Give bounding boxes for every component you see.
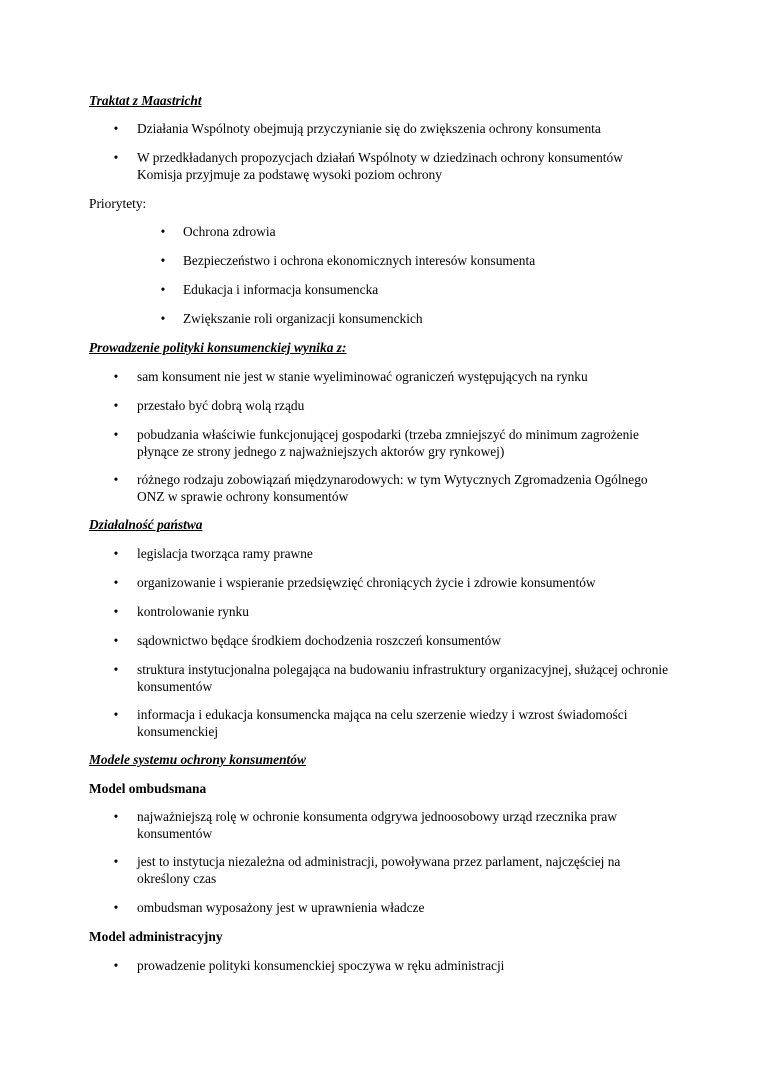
bullet-icon: •	[160, 311, 166, 326]
list-item: • jest to instytucja niezależna od administracji, powoływana przez parlament, najczęściej na określony czas	[110, 853, 670, 887]
list-item: • struktura instytucjonalna polegająca na budowaniu infrastruktury organizacyjnej, służącej ochronie konsumentów	[110, 661, 670, 695]
list-item: • Działania Wspólnoty obejmują przyczynianie się do zwiększenia ochrony konsumenta	[110, 120, 670, 137]
heading-modele: Modele systemu ochrony konsumentów	[89, 752, 306, 767]
subheading-administracyjny: Model administracyjny	[89, 929, 223, 944]
bullet-icon: •	[113, 707, 119, 722]
list-item: • organizowanie i wspieranie przedsięwzięć chroniących życie i zdrowie konsumentów	[110, 574, 670, 591]
list-item: • W przedkładanych propozycjach działań Wspólnoty w dziedzinach ochrony konsumentów Komisja przyjmuje za podstawę wysoki poziom ochrony	[110, 149, 670, 183]
list-item: • Bezpieczeństwo i ochrona ekonomicznych interesów konsumenta	[157, 252, 717, 269]
bullet-icon: •	[113, 472, 119, 487]
bullet-icon: •	[160, 253, 166, 268]
bullet-icon: •	[113, 546, 119, 561]
list-item: • sam konsument nie jest w stanie wyeliminować ograniczeń występujących na rynku	[110, 368, 670, 385]
bullet-icon: •	[113, 427, 119, 442]
list-item: • różnego rodzaju zobowiązań międzynarodowych: w tym Wytycznych Zgromadzenia Ogólnego ONZ w sprawie ochrony konsumentów	[110, 471, 670, 505]
list-item: • najważniejszą rolę w ochronie konsumenta odgrywa jednoosobowy urząd rzecznika praw konsumentów	[110, 808, 670, 842]
bullet-icon: •	[113, 121, 119, 136]
list-item: • sądownictwo będące środkiem dochodzenia roszczeń konsumentów	[110, 632, 670, 649]
list-item: • prowadzenie polityki konsumenckiej spoczywa w ręku administracji	[110, 957, 670, 974]
list-item: • informacja i edukacja konsumencka mająca na celu szerzenie wiedzy i wzrost świadomości konsumenckiej	[110, 706, 670, 740]
list-item: • Edukacja i informacja konsumencka	[157, 281, 717, 298]
heading-polityka: Prowadzenie polityki konsumenckiej wynika z:	[89, 340, 347, 355]
list-item: • kontrolowanie rynku	[110, 603, 670, 620]
list-item: • ombudsman wyposażony jest w uprawnienia władcze	[110, 899, 670, 916]
bullet-icon: •	[113, 854, 119, 869]
heading-dzialalnosc: Działalność państwa	[89, 517, 203, 532]
bullet-icon: •	[113, 900, 119, 915]
bullet-icon: •	[113, 575, 119, 590]
bullet-icon: •	[113, 958, 119, 973]
list-item: • Ochrona zdrowia	[157, 223, 717, 240]
bullet-icon: •	[160, 224, 166, 239]
bullet-icon: •	[113, 809, 119, 824]
heading-traktat: Traktat z Maastricht	[89, 93, 202, 108]
bullet-icon: •	[113, 604, 119, 619]
list-item: • pobudzania właściwie funkcjonującej gospodarki (trzeba zmniejszyć do minimum zagrożenie płynące ze strony jednego z najważniejszych aktorów gry rynkowej)	[110, 426, 670, 460]
bullet-icon: •	[160, 282, 166, 297]
bullet-icon: •	[113, 398, 119, 413]
bullet-icon: •	[113, 369, 119, 384]
bullet-icon: •	[113, 150, 119, 165]
priorities-label: Priorytety:	[89, 196, 147, 211]
list-item: • Zwiększanie roli organizacji konsumenckich	[157, 310, 717, 327]
list-item: • legislacja tworząca ramy prawne	[110, 545, 670, 562]
bullet-icon: •	[113, 633, 119, 648]
list-item: • przestało być dobrą wolą rządu	[110, 397, 670, 414]
bullet-icon: •	[113, 662, 119, 677]
subheading-ombudsman: Model ombudsmana	[89, 781, 207, 796]
